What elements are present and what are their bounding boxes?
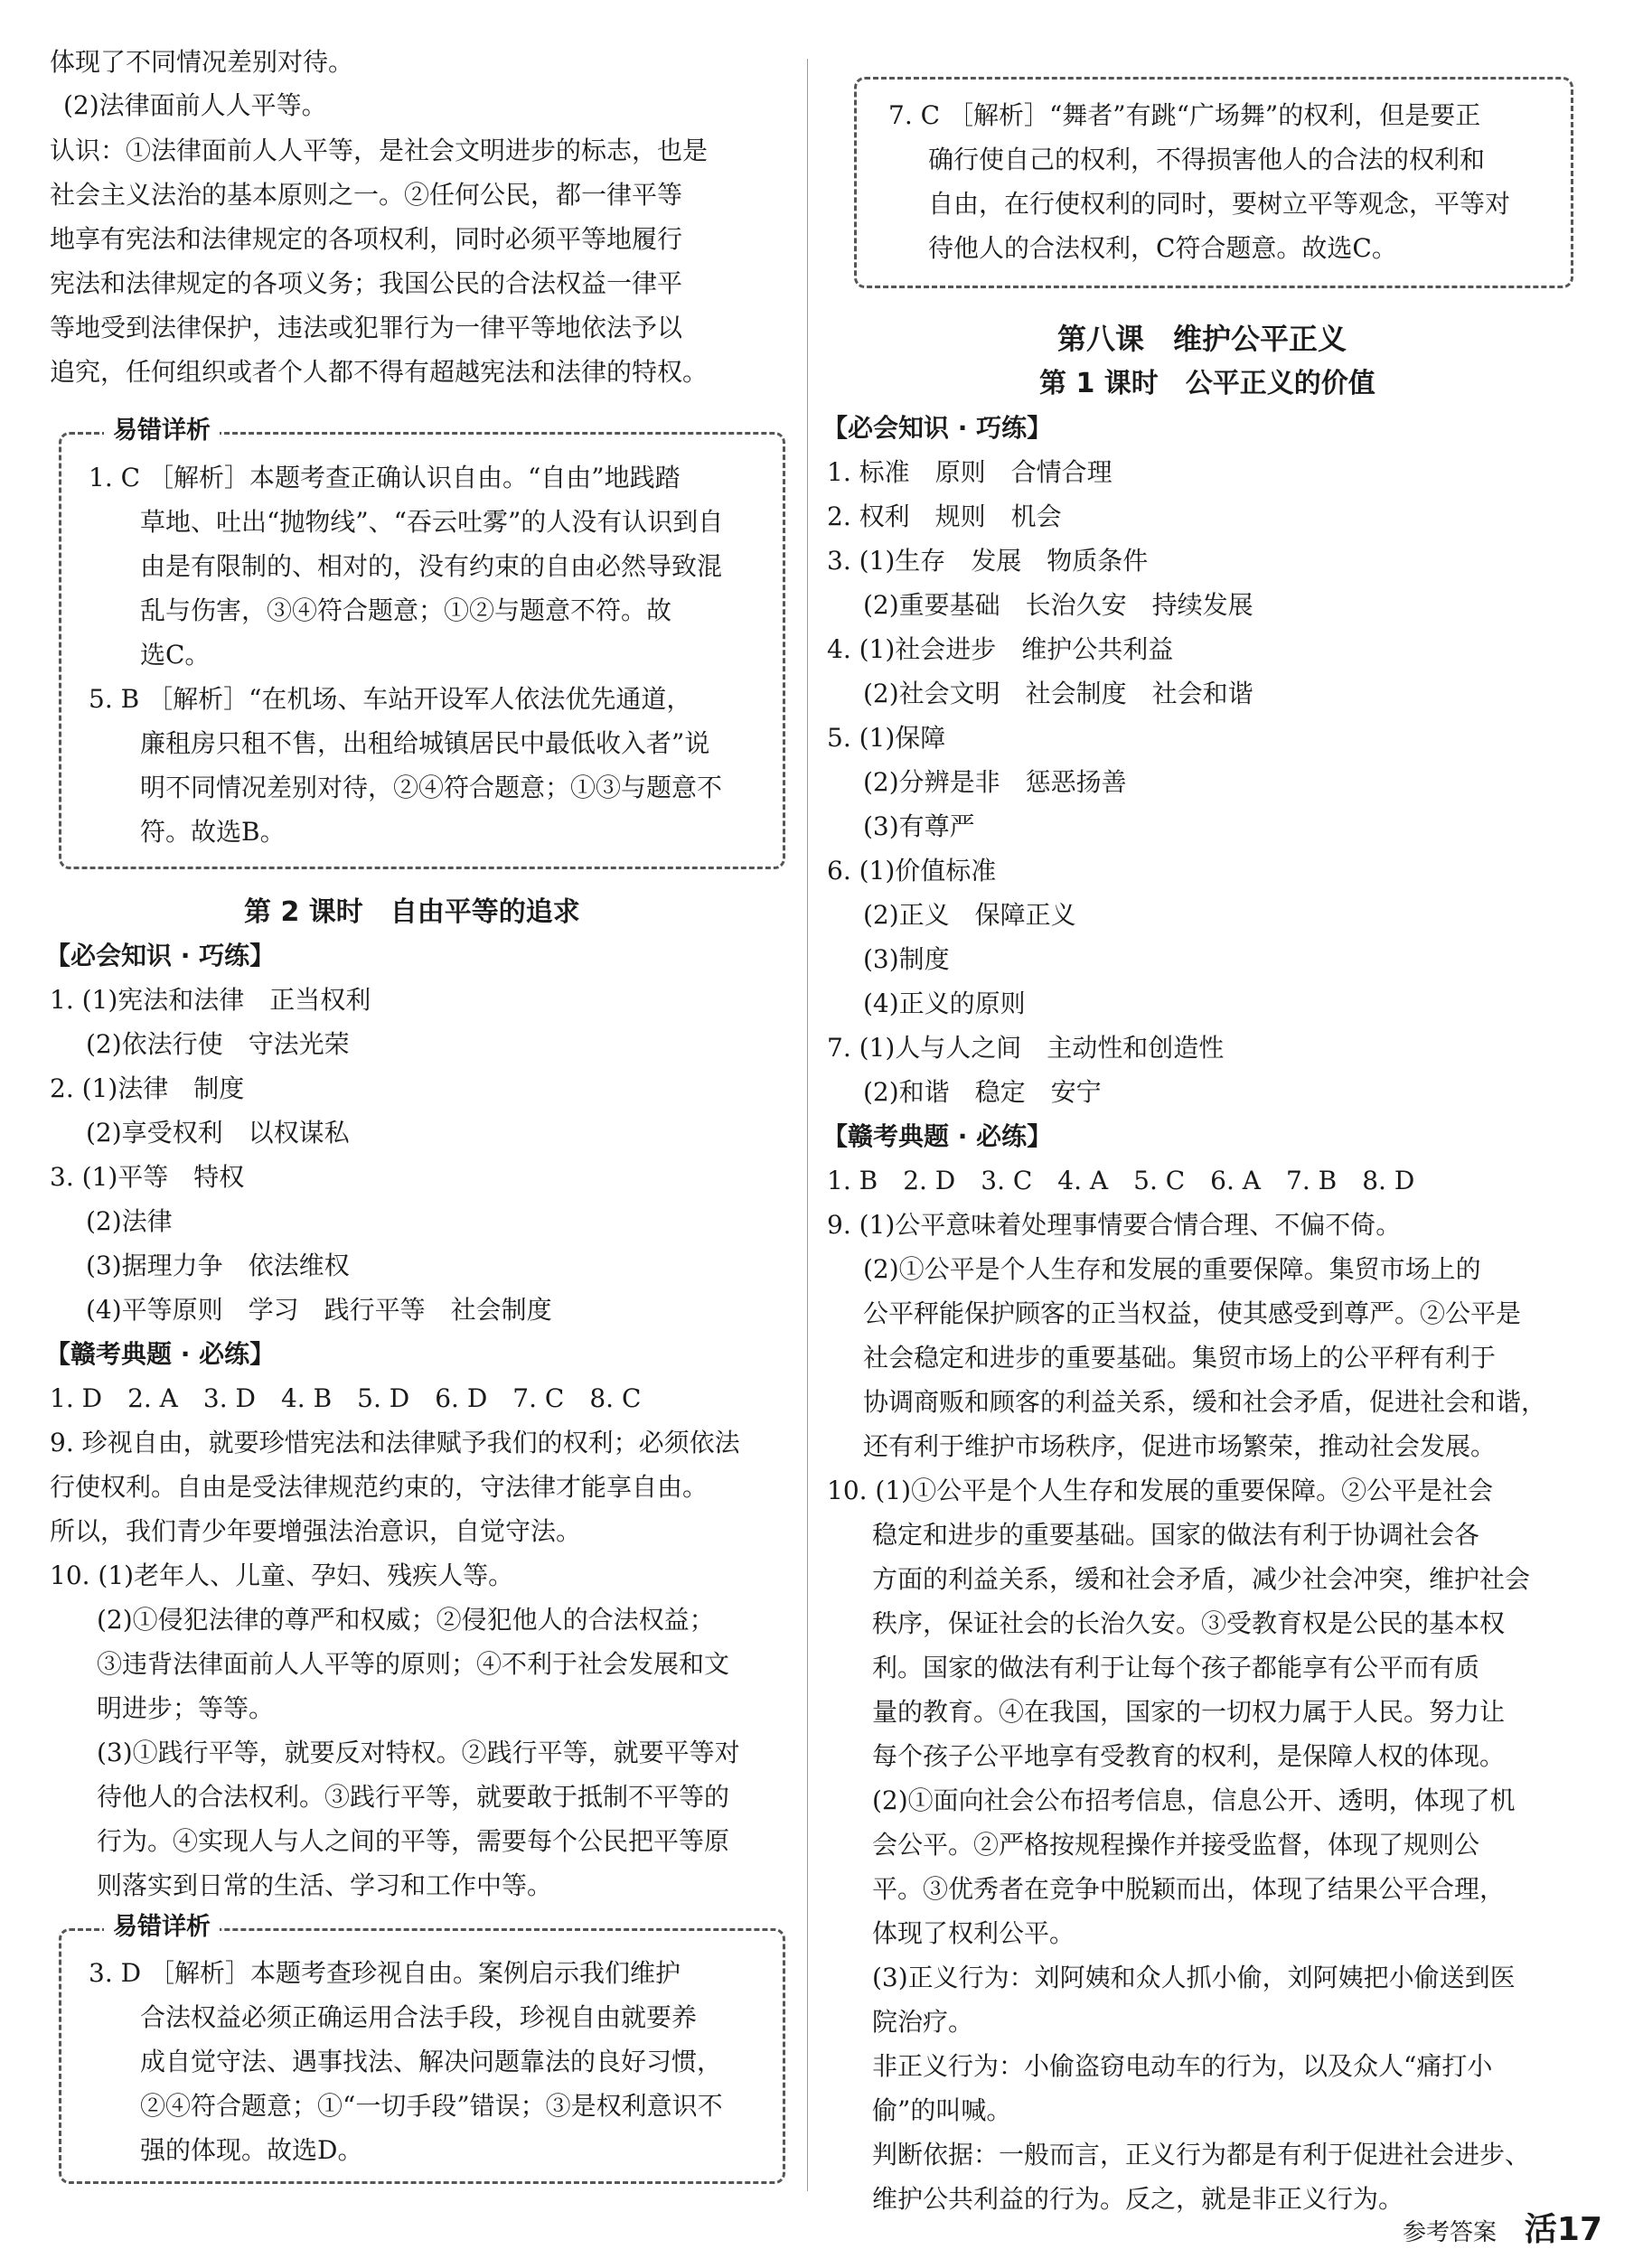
page-footer (1403, 2204, 1602, 2250)
box-line: 合法权益必须正确运用合法手段，珍视自由就要养 (140, 2002, 698, 2032)
answer-line: (3)①践行平等，就要反对特权。②践行平等，就要平等对 (97, 1738, 740, 1767)
box-line: 5. B ［解析］“在机场、车站开设军人依法优先通道， (89, 684, 692, 714)
box-line: 乱与伤害，③④符合题意；①②与题意不符。故 (140, 595, 672, 625)
answer-line: (2)①公平是个人生存和发展的重要保障。集贸市场上的 (863, 1254, 1481, 1284)
answer-line: 2. 权利 规则 机会 (827, 501, 1062, 531)
answer-line: 平。③优秀者在竞争中脱颖而出，体现了结果公平合理， (872, 1874, 1506, 1904)
answer-line: 体现了权利公平。 (872, 1918, 1075, 1948)
answer-line: (4)平等原则 学习 践行平等 社会制度 (86, 1295, 552, 1325)
answer-line: 所以，我们青少年要增强法治意识，自觉守法。 (50, 1516, 582, 1546)
answer-line: 2. (1)法律 制度 (50, 1073, 245, 1103)
answer-line: (2)享受权利 以权谋私 (86, 1118, 350, 1148)
answer-line: 6. (1)价值标准 (827, 856, 997, 886)
answer-line: (3)正义行为：刘阿姨和众人抓小偷，刘阿姨把小偷送到医 (872, 1963, 1516, 1992)
answer-line: 判断依据：一般而言，正义行为都是有利于促进社会进步、 (872, 2140, 1531, 2170)
section-title: 第 2 课时 自由平等的追求 (244, 896, 580, 928)
answer-line: 10. (1)①公平是个人生存和发展的重要保障。②公平是社会 (827, 1476, 1494, 1505)
answer-line: 会公平。②严格按规程操作并接受监督，体现了规则公 (872, 1830, 1480, 1860)
text-line: 等地受到法律保护，违法或犯罪行为一律平等地依法予以 (50, 313, 683, 342)
box-line: 确行使自己的权利，不得损害他人的合法的权利和 (928, 145, 1486, 174)
answer-line: 3. (1)生存 发展 物质条件 (827, 546, 1149, 576)
box-line: 1. C ［解析］本题考查正确认识自由。“自由”地践踏 (89, 463, 681, 492)
answer-line: (2)分辨是非 惩恶扬善 (863, 767, 1127, 797)
answer-line: 稳定和进步的重要基础。国家的做法有利于协调社会各 (872, 1520, 1480, 1550)
text-line: 体现了不同情况差别对待。 (50, 47, 354, 77)
footer-label: 参考答案 (1402, 2219, 1497, 2246)
answer-line: 院治疗。 (872, 2007, 974, 2037)
answer-line: 方面的利益关系，缓和社会矛盾，减少社会冲突，维护社会 (872, 1564, 1531, 1594)
answer-line: 4. (1)社会进步 维护公共利益 (827, 634, 1174, 664)
answer-line: 1. 标准 原则 合情合理 (827, 457, 1113, 487)
answer-line: 协调商贩和顾客的利益关系，缓和社会矛盾，促进社会和谐， (863, 1387, 1547, 1417)
subsection-heading: 【赣考典题 · 必练】 (45, 1339, 276, 1369)
text-line: 社会主义法治的基本原则之一。②任何公民，都一律平等 (50, 180, 683, 210)
answer-line: (4)正义的原则 (863, 989, 1026, 1018)
answer-line: (3)据理力争 依法维权 (86, 1251, 350, 1280)
error-analysis-tag: 易错详析 (104, 416, 220, 446)
answer-line: (2)依法行使 守法光荣 (86, 1029, 350, 1059)
answer-line: 还有利于维护市场秩序，促进市场繁荣，推动社会发展。 (863, 1431, 1497, 1461)
answer-line: 维护公共利益的行为。反之，就是非正义行为。 (872, 2184, 1404, 2214)
box-line: 自由，在行使权利的同时，要树立平等观念，平等对 (928, 189, 1511, 219)
answer-line: 利。国家的做法有利于让每个孩子都能享有公平而有质 (872, 1653, 1480, 1682)
box-line: 7. C ［解析］“舞者”有跳“广场舞”的权利，但是要正 (888, 100, 1481, 130)
box-line: 成自觉守法、遇事找法、解决问题靠法的良好习惯， (140, 2047, 723, 2076)
column-divider (807, 59, 808, 2191)
answer-line: 公平秤能保护顾客的正当权益，使其感受到尊严。②公平是 (863, 1298, 1522, 1328)
box-line: 明不同情况差别对待，②④符合题意；①③与题意不 (140, 773, 723, 802)
box-line: 选C。 (140, 640, 211, 670)
subsection-heading: 【必会知识 · 巧练】 (45, 941, 276, 970)
answer-line: 9. 珍视自由，就要珍惜宪法和法律赋予我们的权利；必须依法 (50, 1428, 740, 1457)
answer-line: (2)社会文明 社会制度 社会和谐 (863, 679, 1253, 708)
answer-line: (2)法律 (86, 1206, 173, 1236)
answer-line: 9. (1)公平意味着处理事情要合情合理、不偏不倚。 (827, 1210, 1402, 1240)
answer-line: 行使权利。自由是受法律规范约束的，守法律才能享自由。 (50, 1472, 709, 1502)
box-line: 廉租房只租不售，出租给城镇居民中最低收入者”说 (140, 728, 710, 758)
box-line: 待他人的合法权利，C符合题意。故选C。 (928, 233, 1397, 263)
page-number: 活17 (1524, 2211, 1602, 2248)
text-line: (2)法律面前人人平等。 (63, 90, 327, 120)
answer-line: 行为。④实现人与人之间的平等，需要每个公民把平等原 (97, 1826, 730, 1856)
subsection-heading: 【必会知识 · 巧练】 (822, 413, 1053, 443)
box-line: 由是有限制的、相对的，没有约束的自由必然导致混 (140, 551, 723, 581)
answer-line: (2)和谐 稳定 安宁 (863, 1077, 1102, 1107)
answer-line: (3)制度 (863, 944, 950, 974)
answer-line: 3. (1)平等 特权 (50, 1162, 245, 1192)
answer-line: (2)正义 保障正义 (863, 900, 1076, 930)
answer-line: 1. (1)宪法和法律 正当权利 (50, 985, 371, 1015)
box-line: ②④符合题意；①“一切手段”错误；③是权利意识不 (140, 2091, 723, 2121)
answer-line: 5. (1)保障 (827, 723, 946, 753)
answer-line: (2)①侵犯法律的尊严和权威；②侵犯他人的合法权益； (97, 1605, 715, 1635)
section-title: 第 1 课时 公平正义的价值 (1039, 368, 1375, 399)
text-line: 追究，任何组织或者个人都不得有超越宪法和法律的特权。 (50, 357, 709, 387)
answer-line: ③违背法律面前人人平等的原则；④不利于社会发展和文 (97, 1649, 730, 1679)
answer-line: 秩序，保证社会的长治久安。③受教育权是公民的基本权 (872, 1608, 1506, 1638)
answer-line: 量的教育。④在我国，国家的一切权力属于人民。努力让 (872, 1697, 1506, 1727)
answer-line: 7. (1)人与人之间 主动性和创造性 (827, 1033, 1225, 1063)
answer-line: 1. D 2. A 3. D 4. B 5. D 6. D 7. C 8. C (50, 1383, 642, 1413)
box-line: 草地、吐出“抛物线”、“吞云吐雾”的人没有认识到自 (140, 507, 724, 537)
answer-line: (2)①面向社会公布招考信息，信息公开、透明，体现了机 (872, 1785, 1516, 1815)
subsection-heading: 【赣考典题 · 必练】 (822, 1121, 1053, 1151)
text-line: 地享有宪法和法律规定的各项权利，同时必须平等地履行 (50, 224, 683, 254)
answer-line: 社会稳定和进步的重要基础。集贸市场上的公平秤有利于 (863, 1343, 1497, 1373)
box-line: 3. D ［解析］本题考查珍视自由。案例启示我们维护 (89, 1958, 681, 1988)
answer-line: 明进步；等等。 (97, 1693, 275, 1723)
answer-line: (2)重要基础 长治久安 持续发展 (863, 590, 1253, 620)
box-line: 符。故选B。 (140, 817, 286, 847)
text-line: 宪法和法律规定的各项义务；我国公民的合法权益一律平 (50, 268, 683, 298)
answer-line: 1. B 2. D 3. C 4. A 5. C 6. A 7. B 8. D (827, 1166, 1415, 1195)
answer-line: 非正义行为：小偷盗窃电动车的行为，以及众人“痛打小 (872, 2051, 1493, 2081)
error-analysis-tag: 易错详析 (104, 1912, 220, 1943)
answer-line: (3)有尊严 (863, 811, 975, 841)
text-line: 认识：①法律面前人人平等，是社会文明进步的标志，也是 (50, 136, 709, 165)
lesson-title: 第八课 维护公平正义 (1057, 322, 1347, 356)
answer-line: 待他人的合法权利。③践行平等，就要敢于抵制不平等的 (97, 1782, 730, 1812)
answer-line: 偷”的叫喊。 (872, 2095, 1012, 2125)
box-line: 强的体现。故选D。 (140, 2135, 363, 2165)
answer-line: 则落实到日常的生活、学习和工作中等。 (97, 1870, 553, 1900)
answer-line: 每个孩子公平地享有受教育的权利，是保障人权的体现。 (872, 1741, 1506, 1771)
answer-line: 10. (1)老年人、儿童、孕妇、残疾人等。 (50, 1560, 514, 1590)
